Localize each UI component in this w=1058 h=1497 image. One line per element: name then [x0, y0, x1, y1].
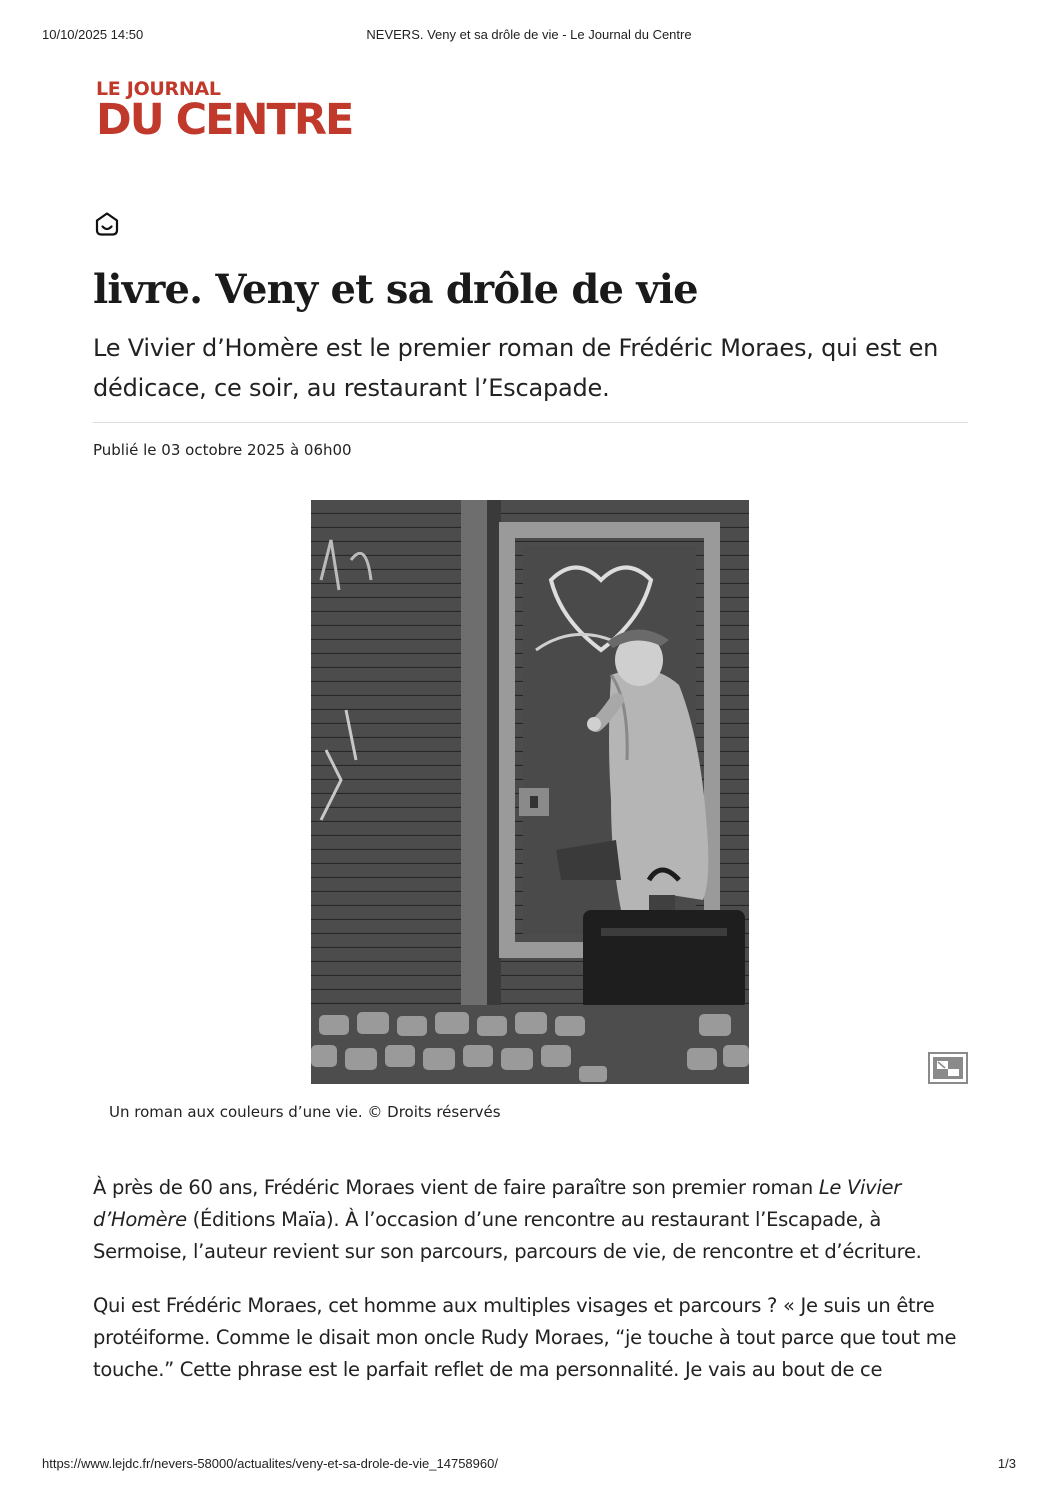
print-footer [42, 1456, 1016, 1472]
publish-date: Publié le 03 octobre 2025 à 06h00 [93, 441, 352, 459]
print-header [42, 27, 1016, 43]
article-headline: livre. Veny et sa drôle de vie [93, 266, 698, 313]
page-number: 1/3 [997, 1456, 1016, 1471]
print-title: NEVERS. Veny et sa drôle de vie - Le Journal du Centre [366, 27, 692, 42]
print-date: 10/10/2025 14:50 [42, 27, 144, 42]
print-url: https://www.lejdc.fr/nevers-58000/actualites/veny-et-sa-drole-de-vie_14758960/ [42, 1456, 498, 1471]
logo-line1: LE JOURNAL [96, 78, 221, 100]
book-title: Le Vivier d’Homère [93, 1176, 901, 1231]
article-standfirst: Le Vivier d’Homère est le premier roman de Frédéric Moraes, qui est en dédicace, ce soir, au restaurant l’Escapade. [93, 334, 939, 402]
article-body [93, 1172, 973, 1408]
paragraph: Qui est Frédéric Moraes, cet homme aux multiples visages et parcours ? « Je suis un être protéiforme. Comme le disait mon oncle Rudy Moraes, “je touche à tout parce que tout me touche.” Cette phrase est le parfait reflet de ma personnalité. Je vais au bout de ce [93, 1294, 957, 1381]
divider [93, 422, 968, 423]
home-icon[interactable] [94, 211, 120, 237]
paragraph-text: (Éditions Maïa). À l’occasion d’une rencontre au restaurant l’Escapade, à Sermoise, l’auteur revient sur son parcours, parcours de vie, de rencontre et d’écriture. [93, 1208, 922, 1263]
article-photo[interactable] [311, 500, 749, 1084]
expand-icon[interactable] [928, 1052, 968, 1084]
image-caption: Un roman aux couleurs d’une vie. © Droits réservés [109, 1103, 501, 1121]
paragraph [93, 1172, 973, 1268]
paragraph-text: À près de 60 ans, Frédéric Moraes vient de faire paraître son premier roman [93, 1176, 819, 1199]
site-logo[interactable] [96, 78, 353, 145]
logo-line2: DU CENTRE [96, 95, 353, 145]
